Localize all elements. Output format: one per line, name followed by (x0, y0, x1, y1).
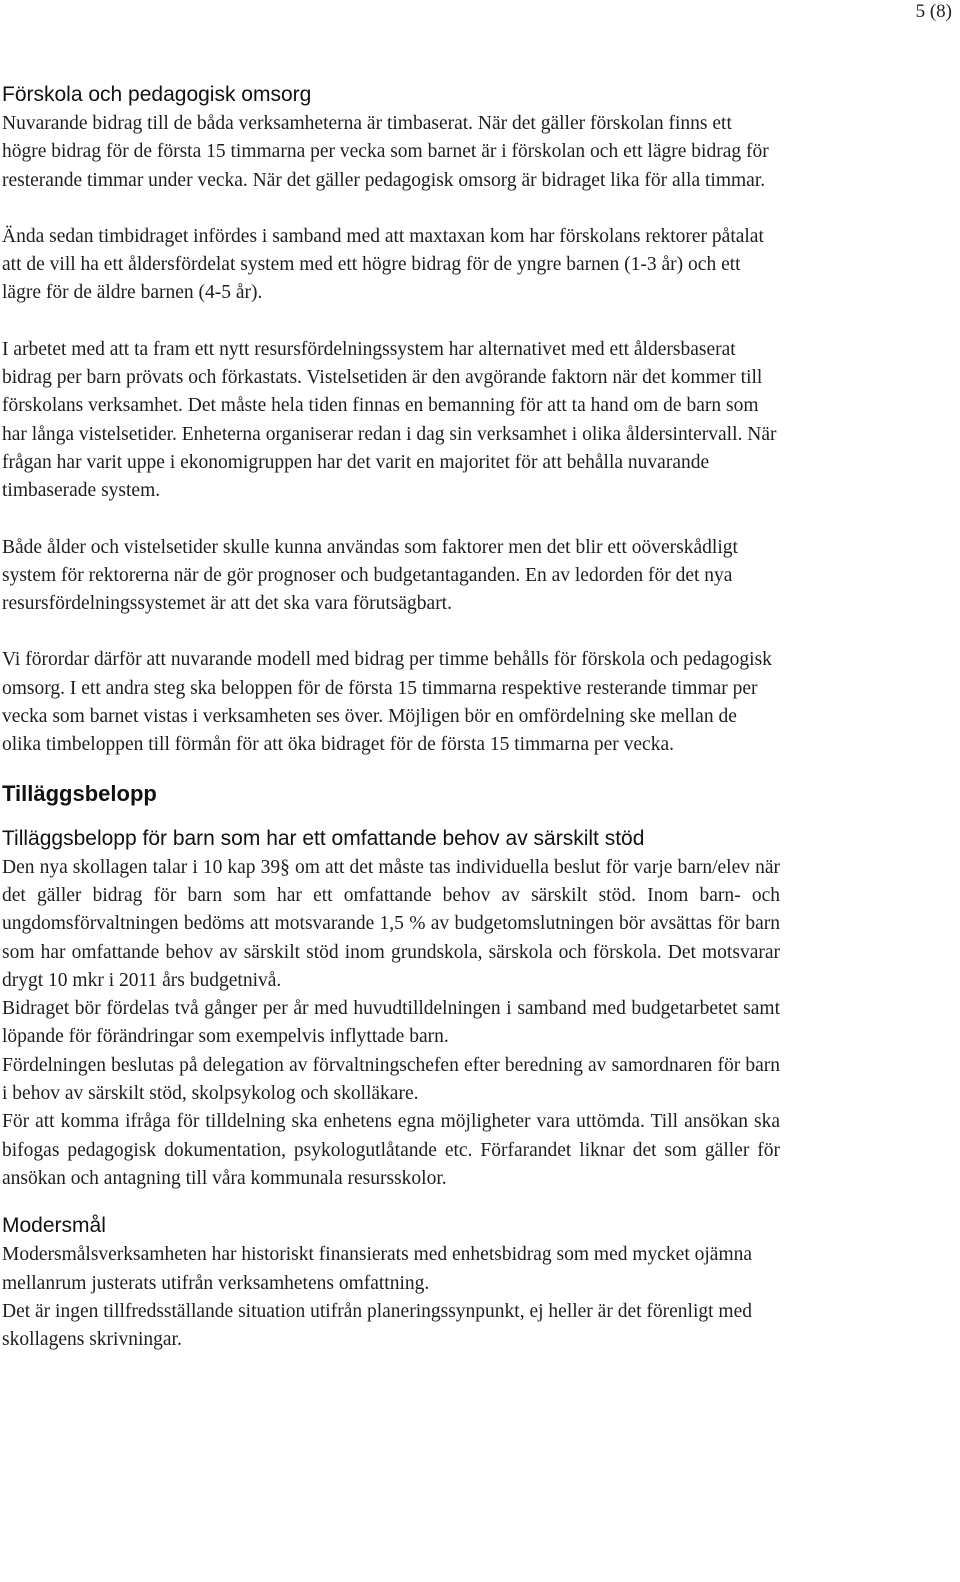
section-heading-tillagg: Tilläggsbelopp (2, 780, 157, 806)
paragraph: Både ålder och vistelsetider skulle kunna användas som faktorer men det blir ett oöverskådligt system för rektorerna när de gör prognoser och budgetantaganden. En av ledorden för det nya resursfördelningssystemet är att det ska vara förutsägbart. (2, 536, 738, 615)
paragraph: Bidraget bör fördelas två gånger per år med huvudtilldelningen i samband med budgetarbetet samt löpande för förändringar som exempelvis inflyttade barn. (2, 998, 780, 1048)
subsection-heading-tillagg: Tilläggsbelopp för barn som har ett omfattande behov av särskilt stöd (2, 826, 645, 850)
paragraph: Modersmålsverksamheten har historiskt finansierats med enhetsbidrag som med mycket ojämna mellanrum justerats utifrån verksamhetens omfattning. (2, 1244, 753, 1294)
paragraph: Det är ingen tillfredsställande situation utifrån planeringssynpunkt, ej heller är det förenligt med skollagens skrivningar. (2, 1300, 752, 1351)
page-number: 5 (8) (915, 1, 952, 22)
paragraph: I arbetet med att ta fram ett nytt resursfördelningssystem har alternativet med ett åldersbaserat bidrag per barn prövats och förkastats. Vistelsetiden är den avgörande faktorn när det kommer till förskolans verksamhet. Det måste hela tiden finnas en bemanning för att ta hand om de barn som har långa vistelsetider. Enheterna organiserar redan i dag sin verksamhet i olika åldersintervall. När frågan har varit uppe i ekonomigruppen har det varit en majoritet för att behålla nuvarande timbaserade system. (2, 338, 777, 502)
paragraph: Nuvarande bidrag till de båda verksamheterna är timbaserat. När det gäller förskolan finns ett högre bidrag för de första 15 timmarna per vecka som barnet är i förskolan och ett lägre bidrag för resterande timmar under vecka. När det gäller pedagogisk omsorg är bidraget lika för alla timmar. (2, 113, 769, 191)
paragraph: Den nya skollagen talar i 10 kap 39§ om att det måste tas individuella beslut för varje barn/elev när det gäller bidrag för barn som har ett omfattande behov av särskilt stöd. Inom barn- och ungdomsförvaltningen bedöms att motsvarande 1,5 % av budgetomslutningen bör avsättas för barn som har omfattande behov av särskilt stöd inom grundskola, särskola och förskola. Det motsvarar drygt 10 mkr i 2011 års budgetnivå. (2, 856, 780, 991)
paragraph: För att komma ifråga för tilldelning ska enhetens egna möjligheter vara uttömda. Till ansökan ska bifogas pedagogisk dokumentation, psykologutlåtande etc. Förfarandet liknar det som gäller för ansökan och antagning till våra kommunala resursskolor. (2, 1111, 780, 1189)
section-heading-modersmal: Modersmål (2, 1214, 106, 1238)
paragraph: Fördelningen beslutas på delegation av förvaltningschefen efter beredning av samordnaren för barn i behov av särskilt stöd, skolpsykolog och skolläkare. (2, 1054, 780, 1105)
section-heading-forskola: Förskola och pedagogisk omsorg (2, 83, 312, 106)
document-body (2, 82, 780, 1354)
paragraph: Vi förordar därför att nuvarande modell med bidrag per timme behålls för förskola och pedagogisk omsorg. I ett andra steg ska beloppen för de första 15 timmarna respektive resterande timmar per vecka som barnet vistas i verksamheten ses över. Möjligen bör en omfördelning ske mellan de olika timbeloppen till förmån för att öka bidraget för de första 15 timmarna per vecka. (2, 649, 772, 756)
paragraph: Ända sedan timbidraget infördes i samband med att maxtaxan kom har förskolans rektorer påtalat att de vill ha ett åldersfördelat system med ett högre bidrag för de yngre barnen (1-3 år) och ett lägre för de äldre barnen (4-5 år). (2, 225, 764, 304)
